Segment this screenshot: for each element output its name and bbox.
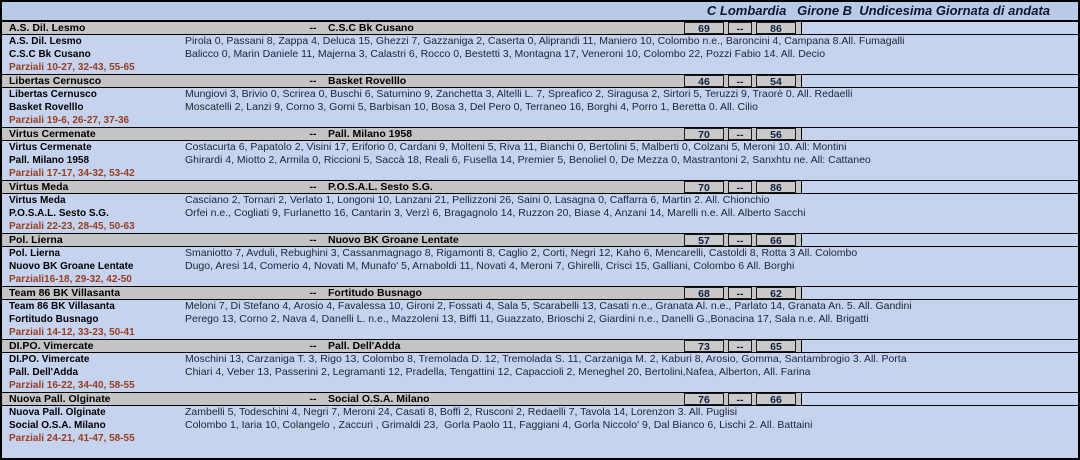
partials-text: Parziali 22-23, 28-45, 50-63 [9, 221, 135, 232]
match-block [2, 180, 1078, 233]
header-filler [801, 22, 1078, 34]
away-team-label: Basket Rovelllo [9, 102, 84, 113]
team-separator: -- [309, 340, 317, 352]
match-header-row [2, 127, 1078, 141]
header-filler [801, 181, 1078, 193]
away-team-name: Nuovo BK Groane Lentate [328, 234, 459, 246]
home-players-row [2, 194, 1078, 207]
match-block [2, 74, 1078, 127]
away-score: 66 [756, 393, 796, 405]
score-separator: -- [728, 128, 752, 140]
away-team-name: P.O.S.A.L. Sesto S.G. [328, 181, 433, 193]
partials-text: Parziali 24-21, 41-47, 58-55 [9, 433, 135, 444]
away-players-list: Chiari 4, Veber 13, Passerini 2, Legramanti 12, Pradella, Tengattini 12, Capaccioli 2, Meneghel 20, Bertolini,Nafea, Alberton, All. Farina [185, 366, 811, 378]
home-score: 70 [684, 181, 724, 193]
away-players-row [2, 48, 1078, 61]
home-players-list: Smaniotto 7, Avduli, Rebughini 3, Cassanmagnago 8, Rigamonti 8, Caglio 2, Corti, Negri 12, Kaho 6, Mencarelli, Castoldi 8, Rotta 3 All. Colombo [185, 247, 858, 259]
partials-row [2, 114, 1078, 127]
away-players-row [2, 313, 1078, 326]
matches-container [2, 21, 1078, 445]
home-players-row [2, 35, 1078, 48]
match-header-row [2, 74, 1078, 88]
header-filler [801, 75, 1078, 87]
home-score: 57 [684, 234, 724, 246]
away-players-list: Dugo, Aresi 14, Comerio 4, Novati M, Munafo' 5, Arnaboldi 11, Novati 4, Meroni 7, Ghirelli, Crisci 15, Galliani, Colombo 6 All. Borghi [185, 260, 795, 272]
team-separator: -- [309, 22, 317, 34]
home-players-row [2, 247, 1078, 260]
home-team-name: A.S. Dil. Lesmo [9, 22, 86, 34]
away-team-name: Basket Rovelllo [328, 75, 407, 87]
home-score: 46 [684, 75, 724, 87]
header-filler [801, 128, 1078, 140]
match-header-row [2, 392, 1078, 406]
partials-text: Parziali 19-6, 26-27, 37-36 [9, 115, 130, 126]
away-players-row [2, 260, 1078, 273]
home-players-list: Pirola 0, Passani 8, Zappa 4, Deluca 15, Ghezzi 7, Gazzaniga 2, Caserta 0, Aliprandi 11, Maniero 10, Colombo n.e., Baroncini 4, Campana 8.All. Fumagalli [185, 35, 905, 47]
match-block [2, 392, 1078, 445]
away-team-label: Pall. Dell'Adda [9, 367, 79, 378]
away-team-name: Social O.S.A. Milano [328, 393, 430, 405]
partials-text: Parziali 17-17, 34-32, 53-42 [9, 168, 135, 179]
match-block [2, 233, 1078, 286]
home-players-row [2, 141, 1078, 154]
home-team-name: Pol. Lierna [9, 234, 63, 246]
match-block [2, 339, 1078, 392]
away-score: 62 [756, 287, 796, 299]
away-team-label: Social O.S.A. Milano [9, 420, 106, 431]
away-team-name: Fortitudo Busnago [328, 287, 422, 299]
home-score: 73 [684, 340, 724, 352]
match-block [2, 286, 1078, 339]
partials-text: Parziali 14-12, 33-23, 50-41 [9, 327, 135, 338]
team-separator: -- [309, 234, 317, 246]
team-separator: -- [309, 287, 317, 299]
home-players-row [2, 300, 1078, 313]
partials-row [2, 220, 1078, 233]
score-separator: -- [728, 22, 752, 34]
away-score: 56 [756, 128, 796, 140]
score-separator: -- [728, 340, 752, 352]
home-team-name: Virtus Cermenate [9, 128, 96, 140]
away-team-name: Pall. Dell'Adda [328, 340, 401, 352]
partials-row [2, 61, 1078, 74]
home-team-label: Libertas Cernusco [9, 89, 97, 100]
home-players-list: Mungiovi 3, Brivio 0, Scrirea 0, Buschi 6, Saturnino 9, Zanchetta 3, Altelli L. 7, Spreafico 2, Siragusa 2, Sirtori 5, Teruzzi 9, Traorè 0. All. Redaelli [185, 88, 853, 100]
match-header-row [2, 339, 1078, 353]
partials-text: Parziali 16-22, 34-40, 58-55 [9, 380, 135, 391]
team-separator: -- [309, 393, 317, 405]
home-team-label: Virtus Meda [9, 195, 66, 206]
away-score: 65 [756, 340, 796, 352]
away-team-label: Nuovo BK Groane Lentate [9, 261, 134, 272]
away-players-list: Moscatelli 2, Lanzi 9, Corno 3, Gorni 5, Barbisan 10, Bosa 3, Del Pero 0, Terraneo 16, Borghi 4, Porro 1, Beretta 0. All. Cilio [185, 101, 758, 113]
score-separator: -- [728, 234, 752, 246]
header-filler [801, 340, 1078, 352]
header-filler [801, 393, 1078, 405]
home-team-label: DI.PO. Vimercate [9, 354, 90, 365]
score-separator: -- [728, 75, 752, 87]
away-team-name: Pall. Milano 1958 [328, 128, 413, 140]
match-header-row [2, 180, 1078, 194]
home-players-list: Meloni 7, Di Stefano 4, Arosio 4, Favalessa 10, Gironi 2, Fossati 4, Sala 5, Scarabelli 13, Casati n.e., Granata Al. n.e., Parlato 14, Granata An. 5. All. Gandini [185, 300, 912, 312]
partials-row [2, 379, 1078, 392]
away-players-row [2, 207, 1078, 220]
away-team-label: Pall. Milano 1958 [9, 155, 90, 166]
home-team-name: Libertas Cernusco [9, 75, 102, 87]
home-players-list: Casciano 2, Tornari 2, Verlato 1, Longoni 10, Lanzani 21, Pellizzoni 26, Saini 0, Lasagna 0, Caffarra 6, Martin 2. All. Chionchio [185, 194, 770, 206]
header-filler [801, 234, 1078, 246]
score-separator: -- [728, 287, 752, 299]
team-separator: -- [309, 75, 317, 87]
match-block [2, 127, 1078, 180]
home-team-label: Team 86 BK Villasanta [9, 301, 115, 312]
header-filler [801, 287, 1078, 299]
home-score: 68 [684, 287, 724, 299]
partials-row [2, 167, 1078, 180]
score-separator: -- [728, 181, 752, 193]
home-players-list: Zambelli 5, Todeschini 4, Negri 7, Meroni 24, Casati 8, Boffi 2, Rusconi 2, Redaelli 7, Tavola 14, Lorenzon 3. All. Puglisi [185, 406, 738, 418]
home-team-label: A.S. Dil. Lesmo [9, 36, 82, 47]
away-players-list: Colombo 1, Iaria 10, Colangelo , Zaccuri , Grimaldi 23, Gorla Paolo 11, Faggiani 4, Gorla Niccolo' 9, Dal Bianco 6, Lischi 2. All. Battaini [185, 419, 813, 431]
team-separator: -- [309, 128, 317, 140]
away-score: 66 [756, 234, 796, 246]
away-score: 54 [756, 75, 796, 87]
match-block [2, 21, 1078, 74]
away-team-label: Fortitudo Busnago [9, 314, 99, 325]
away-players-row [2, 154, 1078, 167]
home-team-name: Team 86 BK Villasanta [9, 287, 121, 299]
away-players-list: Orfei n.e., Cogliati 9, Furlanetto 16, Cantarin 3, Verzì 6, Bragagnolo 14, Ruzzon 20, Biase 4, Anzani 14, Marelli n.e. All. Alberto Sacchi [185, 207, 806, 219]
home-players-row [2, 406, 1078, 419]
home-score: 69 [684, 22, 724, 34]
partials-text: Parziali 10-27, 32-43, 55-65 [9, 62, 135, 73]
home-score: 70 [684, 128, 724, 140]
page-title-bar [2, 2, 1078, 21]
partials-row [2, 326, 1078, 339]
away-players-row [2, 101, 1078, 114]
away-players-row [2, 419, 1078, 432]
away-score: 86 [756, 22, 796, 34]
match-header-row [2, 286, 1078, 300]
partials-text: Parziali16-18, 29-32, 42-50 [9, 274, 132, 285]
away-players-row [2, 366, 1078, 379]
away-team-label: C.S.C Bk Cusano [9, 49, 91, 60]
home-team-name: DI.PO. Vimercate [9, 340, 94, 352]
partials-row [2, 273, 1078, 286]
home-players-list: Moschini 13, Carzaniga T. 3, Rigo 13, Colombo 8, Tremolada D. 12, Tremolada S. 11, Carzaniga M. 2, Kaburi 8, Arosio, Gomma, Santambrogio 3. All. Porta [185, 353, 907, 365]
home-team-name: Virtus Meda [9, 181, 69, 193]
home-score: 76 [684, 393, 724, 405]
away-players-list: Balicco 0, Marin Daniele 11, Majerna 3, Calastri 6, Rocco 0, Bestetti 3, Montagna 17, Veneroni 10, Colombo 22, Pozzi Fabio 14. All. Decio [185, 48, 826, 60]
partials-row [2, 432, 1078, 445]
away-players-list: Ghirardi 4, Miotto 2, Armila 0, Riccioni 5, Saccà 18, Reali 6, Fusella 14, Premier 5, Benoliel 0, De Mezza 0, Mastrantoni 2, Sanxhtu ne. All: Cattaneo [185, 154, 871, 166]
away-team-name: C.S.C Bk Cusano [328, 22, 414, 34]
page-title: C Lombardia Girone B Undicesima Giornata di andata [706, 3, 1050, 18]
home-players-row [2, 88, 1078, 101]
home-team-label: Virtus Cermenate [9, 142, 92, 153]
match-header-row [2, 233, 1078, 247]
home-players-row [2, 353, 1078, 366]
home-team-label: Nuova Pall. Olginate [9, 407, 106, 418]
away-score: 86 [756, 181, 796, 193]
away-team-label: P.O.S.A.L. Sesto S.G. [9, 208, 109, 219]
score-separator: -- [728, 393, 752, 405]
home-players-list: Costacurta 6, Papatolo 2, Visini 17, Eriforio 0, Cardani 9, Molteni 5, Riva 11, Bianchi 0, Bertolini 5, Malberti 0, Colzani 5, Meroni 10. All: Montini [185, 141, 847, 153]
team-separator: -- [309, 181, 317, 193]
away-players-list: Perego 13, Corno 2, Nava 4, Danelli L. n.e., Mazzoleni 13, Biffi 11, Guazzato, Brioschi 2, Giardini n.e., Danelli G.,Bonacina 17, Sala n.e. All. Brigatti [185, 313, 869, 325]
match-header-row [2, 21, 1078, 35]
home-team-name: Nuova Pall. Olginate [9, 393, 111, 405]
home-team-label: Pol. Lierna [9, 248, 61, 259]
